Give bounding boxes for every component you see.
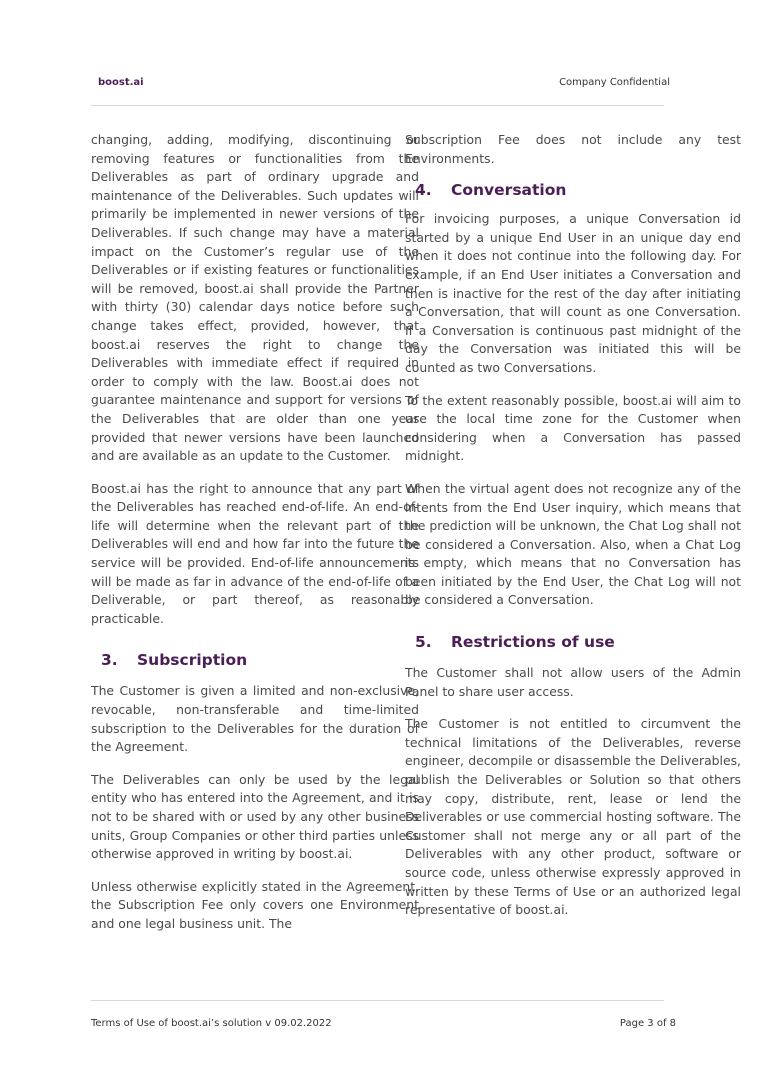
section-number: 3. <box>101 651 118 670</box>
paragraph: The Customer is given a limited and non-exclusive, revocable, non-transferable and time-limited subscription to the Deliverables for the duration of the Agreement. <box>91 683 419 755</box>
paragraph: For invoicing purposes, a unique Conversation id started by a unique End User in an unique day end when it does not continue into the following day. For example, if an End User initiates a Conversation and then is inactive for the rest of the day after initiating a Conversation, that will count as one Conversation. If a Conversation is continuous past midnight of the day the Conversation was initiated this will be counted as two Conversations. <box>405 211 741 375</box>
section-title: Subscription <box>137 651 248 670</box>
paragraph: To the extent reasonably possible, boost.ai will aim to use the local time zone for the Customer when considering when a Conversation has passed midnight. <box>405 392 741 464</box>
left-column <box>91 131 419 948</box>
paragraph: The Customer is not entitled to circumvent the technical limitations of the Deliverables, reverse engineer, decompile or disassemble the Deliverables, publish the Deliverables or Solution so that others may copy, distribute, rent, lease or lend the Deliverables or use commercial hosting software. The Customer shall not merge any or all part of the Deliverables with any other product, software or source code, unless otherwise expressly approved in written by these Terms of Use or an authorized legal representative of boost.ai. <box>405 716 741 918</box>
paragraph: Boost.ai has the right to announce that any part of the Deliverables has reached end-of-life. An end-of-life will determine when the relevant part of the Deliverables will end and how far into the future the service will be provided. End-of-life announcements will be made as far in advance of the end-of-life of a Deliverable, or part thereof, as reasonably practicable. <box>91 480 419 626</box>
header-confidentiality: Company Confidential <box>559 77 670 88</box>
paragraph: The Customer shall not allow users of the Admin Panel to share user access. <box>405 665 741 699</box>
section-heading-subscription <box>91 650 419 670</box>
footer-document-title: Terms of Use of boost.ai’s solution v 09.02.2022 <box>91 1018 332 1029</box>
paragraph: Unless otherwise explicitly stated in the Agreement, the Subscription Fee only covers one Environment and one legal business unit. The <box>91 878 419 931</box>
section-number: 5. <box>415 633 432 652</box>
paragraph: When the virtual agent does not recognize any of the intents from the End User inquiry, which means that the prediction will be unknown, the Chat Log shall not be considered a Conversation. Also, when a Chat Log is empty, which means that no Conversation has been initiated by the End User, the Chat Log will not be considered a Conversation. <box>405 480 741 608</box>
section-number: 4. <box>415 181 432 200</box>
right-column <box>405 131 741 934</box>
paragraph: changing, adding, modifying, discontinuing or removing features or functionalities from the Deliverables as part of ordinary upgrade and maintenance of the Deliverables. Such updates will primarily be implemented in newer versions of the Deliverables. If such change may have a material impact on the Customer’s regular use of the Deliverables or if existing features or functionalities will be removed, boost.ai shall provide the Partner with thirty (30) calendar days notice before such change takes effect, provided, however, that boost.ai reserves the right to change the Deliverables with immediate effect if required in order to comply with the law. Boost.ai does not guarantee maintenance and support for versions of the Deliverables that are older than one year provided that newer versions have been launched and are available as an update to the Customer. <box>91 132 419 464</box>
footer-page-number: Page 3 of 8 <box>619 1018 676 1029</box>
header-divider <box>91 105 664 106</box>
section-title: Restrictions of use <box>451 633 615 652</box>
section-title: Conversation <box>451 181 567 200</box>
section-heading-conversation <box>405 180 741 200</box>
header-brand: boost.ai <box>98 77 144 88</box>
section-heading-restrictions <box>405 632 741 652</box>
paragraph: Subscription Fee does not include any test Environments. <box>405 132 741 166</box>
paragraph: The Deliverables can only be used by the legal entity who has entered into the Agreement, and it is not to be shared with or used by any other business units, Group Companies or other third parties unless otherwise approved in writing by boost.ai. <box>91 771 419 862</box>
footer-divider <box>91 1000 664 1001</box>
